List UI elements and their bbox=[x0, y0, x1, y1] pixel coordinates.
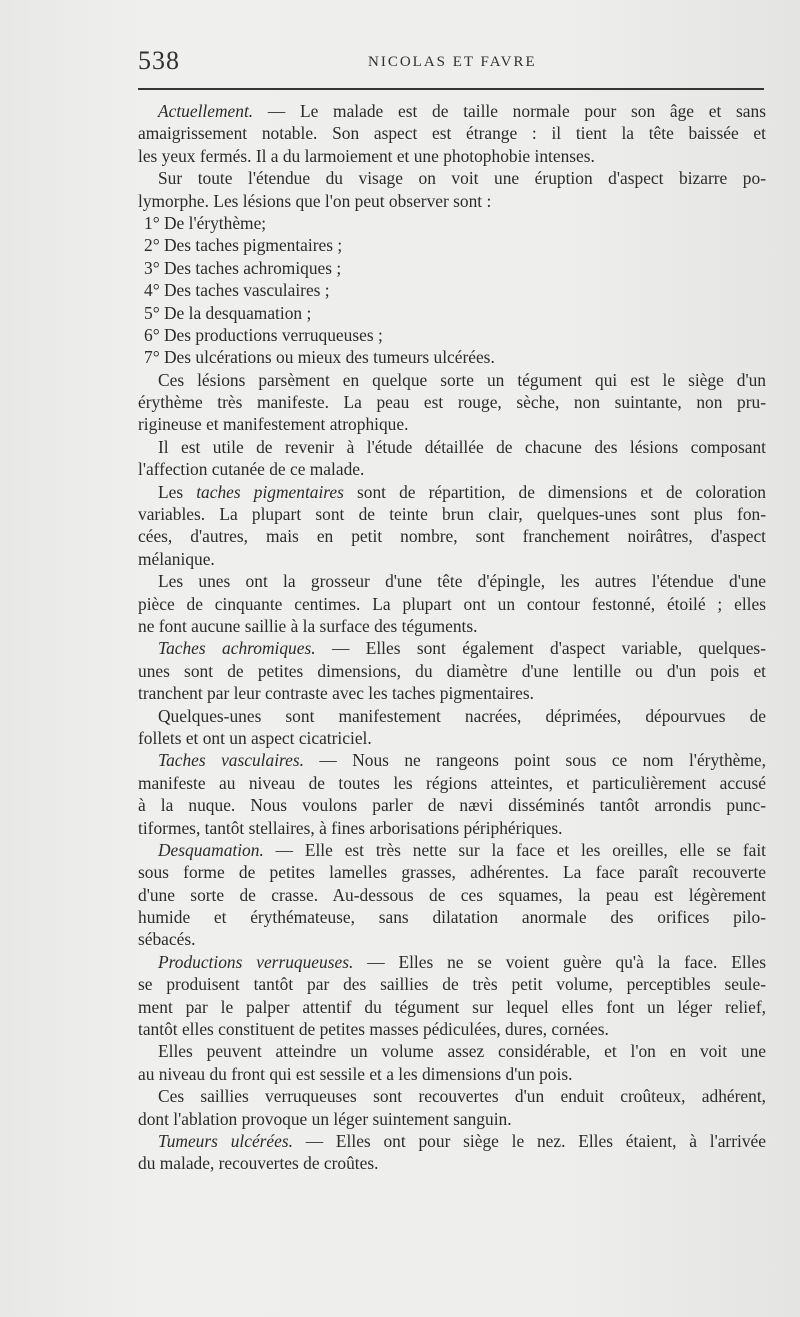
line-text: pièce de cinquante centimes. La plupart ont un contour festonné, étoilé ; elles bbox=[138, 593, 766, 614]
italic-heading: Desquamation. bbox=[158, 839, 264, 860]
line-text: l'affection cutanée de ce malade. bbox=[138, 459, 365, 480]
text-line bbox=[138, 212, 766, 234]
text-line bbox=[138, 1108, 766, 1130]
text-line bbox=[138, 615, 766, 637]
text-line bbox=[138, 1130, 766, 1152]
text-line bbox=[138, 906, 766, 928]
text-line bbox=[138, 727, 766, 749]
italic-heading: Taches achromiques. bbox=[158, 638, 316, 659]
line-text: variables. La plupart sont de teinte brun clair, quelques-unes sont plus fon- bbox=[138, 504, 766, 525]
italic-heading: Tumeurs ulcérées. bbox=[158, 1130, 293, 1151]
line-text: Elles peuvent atteindre un volume assez considérable, et l'on en voit une bbox=[158, 1041, 766, 1062]
text-line bbox=[138, 951, 766, 973]
text-line bbox=[138, 928, 766, 950]
text-line bbox=[138, 839, 766, 861]
text-line bbox=[138, 413, 766, 435]
running-head: NICOLAS ET FAVRE bbox=[368, 54, 537, 70]
line-text: tranchent par leur contraste avec les taches pigmentaires. bbox=[138, 683, 534, 704]
line-text: se produisent tantôt par des saillies de très petit volume, perceptibles seule- bbox=[138, 974, 766, 995]
line-text: — Elles sont également d'aspect variable, quelques- bbox=[315, 638, 766, 659]
italic-heading: Taches vasculaires. bbox=[158, 750, 304, 771]
text-line bbox=[138, 100, 766, 122]
italic-heading: Actuellement. bbox=[158, 101, 254, 121]
line-text: cées, d'autres, mais en petit nombre, sont franchement noirâtres, d'aspect bbox=[138, 526, 766, 547]
line-text: Les unes ont la grosseur d'une tête d'épingle, les autres l'étendue d'une bbox=[158, 571, 766, 592]
italic-heading: taches pigmentaires bbox=[196, 481, 344, 502]
line-text: — Elle est très nette sur la face et les oreilles, elle se fait bbox=[263, 839, 766, 860]
line-text: — Le malade est de taille normale pour son âge et sans bbox=[253, 101, 766, 121]
italic-heading: Productions verruqueuses. bbox=[158, 951, 354, 972]
text-line bbox=[138, 548, 766, 570]
line-text: 7° Des ulcérations ou mieux des tumeurs ulcérées. bbox=[144, 347, 495, 368]
line-text: tiformes, tantôt stellaires, à fines arborisations périphériques. bbox=[138, 817, 563, 838]
text-line bbox=[138, 1152, 766, 1174]
text-line bbox=[138, 503, 766, 525]
text-line bbox=[138, 794, 766, 816]
line-text: — Elles ne se voient guère qu'à la face. Elles bbox=[353, 951, 766, 972]
line-text: d'une sorte de crasse. Au-dessous de ces squames, la peau est légèrement bbox=[138, 884, 766, 905]
text-line bbox=[138, 1063, 766, 1085]
line-text: unes sont de petites dimensions, du diamètre d'une lentille ou d'un pois et bbox=[138, 660, 766, 681]
text-line bbox=[138, 481, 766, 503]
line-text: Ces lésions parsèment en quelque sorte un tégument qui est le siège d'un bbox=[158, 369, 766, 390]
line-text: à la nuque. Nous voulons parler de nævi disséminés tantôt arrondis punc- bbox=[138, 795, 766, 816]
text-line bbox=[138, 324, 766, 346]
text-line bbox=[138, 1040, 766, 1062]
line-text: — Elles ont pour siège le nez. Elles étaient, à l'arrivée bbox=[292, 1130, 766, 1151]
line-text: 1° De l'érythème; bbox=[144, 212, 267, 233]
line-text: humide et érythémateuse, sans dilatation anormale des orifices pilo- bbox=[138, 907, 766, 928]
line-text: dont l'ablation provoque un léger suintement sanguin. bbox=[138, 1108, 512, 1129]
text-line bbox=[138, 861, 766, 883]
line-text: ne font aucune saillie à la surface des téguments. bbox=[138, 615, 478, 636]
text-line bbox=[138, 996, 766, 1018]
text-line bbox=[138, 234, 766, 256]
line-text: du malade, recouvertes de croûtes. bbox=[138, 1153, 379, 1174]
text-line bbox=[138, 458, 766, 480]
text-line bbox=[138, 637, 766, 659]
line-text: Ces saillies verruqueuses sont recouvertes d'un enduit croûteux, adhérent, bbox=[158, 1086, 766, 1107]
text-line bbox=[138, 525, 766, 547]
text-line bbox=[138, 817, 766, 839]
line-text: 6° Des productions verruqueuses ; bbox=[144, 324, 383, 345]
line-text: rigineuse et manifestement atrophique. bbox=[138, 414, 409, 435]
line-text: — Nous ne rangeons point sous ce nom l'érythème, bbox=[304, 750, 766, 771]
text-line bbox=[138, 705, 766, 727]
line-text: sébacés. bbox=[138, 929, 196, 950]
text-line bbox=[138, 302, 766, 324]
line-text: manifeste au niveau de toutes les régions atteintes, et particulièrement accusé bbox=[138, 772, 766, 793]
text-line bbox=[138, 570, 766, 592]
body-text bbox=[138, 100, 766, 1175]
line-text: Il est utile de revenir à l'étude détaillée de chacune des lésions composant bbox=[158, 436, 766, 457]
header-rule bbox=[138, 88, 764, 90]
line-text: les yeux fermés. Il a du larmoiement et une photophobie intenses. bbox=[138, 145, 595, 166]
text-line bbox=[138, 369, 766, 391]
page-number: 538 bbox=[138, 46, 180, 75]
line-text: Les bbox=[158, 481, 197, 502]
line-text: amaigrissement notable. Son aspect est étrange : il tient la tête baissée et bbox=[138, 123, 766, 144]
line-text: sous forme de petites lamelles grasses, adhérentes. La face paraît recouverte bbox=[138, 862, 766, 883]
text-line bbox=[138, 593, 766, 615]
text-line bbox=[138, 682, 766, 704]
line-text: ment par le palper attentif du tégument sur lequel elles font un léger relief, bbox=[138, 996, 766, 1017]
text-line bbox=[138, 749, 766, 771]
text-line bbox=[138, 391, 766, 413]
line-text: follets et ont un aspect cicatriciel. bbox=[138, 727, 372, 748]
text-line bbox=[138, 973, 766, 995]
line-text: lymorphe. Les lésions que l'on peut observer sont : bbox=[138, 190, 492, 211]
text-line bbox=[138, 190, 766, 212]
text-line bbox=[138, 122, 766, 144]
text-line bbox=[138, 1085, 766, 1107]
line-text: 5° De la desquamation ; bbox=[144, 302, 312, 323]
line-text: 4° Des taches vasculaires ; bbox=[144, 280, 330, 301]
line-text: érythème très manifeste. La peau est rouge, sèche, non suintante, non pru- bbox=[138, 392, 766, 413]
text-line bbox=[138, 884, 766, 906]
text-line bbox=[138, 145, 766, 167]
text-line bbox=[138, 1018, 766, 1040]
line-text: Quelques-unes sont manifestement nacrées, déprimées, dépourvues de bbox=[158, 705, 766, 726]
text-line bbox=[138, 257, 766, 279]
line-text: mélanique. bbox=[138, 548, 215, 569]
line-text: tantôt elles constituent de petites masses pédiculées, dures, cornées. bbox=[138, 1019, 609, 1040]
text-line bbox=[138, 660, 766, 682]
text-line bbox=[138, 772, 766, 794]
text-line bbox=[138, 279, 766, 301]
line-text: 2° Des taches pigmentaires ; bbox=[144, 235, 343, 256]
text-line bbox=[138, 436, 766, 458]
line-text: 3° Des taches achromiques ; bbox=[144, 257, 342, 278]
line-text: Sur toute l'étendue du visage on voit une éruption d'aspect bizarre po- bbox=[158, 168, 766, 189]
line-text: sont de répartition, de dimensions et de coloration bbox=[343, 481, 766, 502]
line-text: au niveau du front qui est sessile et a les dimensions d'un pois. bbox=[138, 1063, 573, 1084]
text-line bbox=[138, 167, 766, 189]
text-line bbox=[138, 346, 766, 368]
page-header bbox=[138, 46, 768, 82]
